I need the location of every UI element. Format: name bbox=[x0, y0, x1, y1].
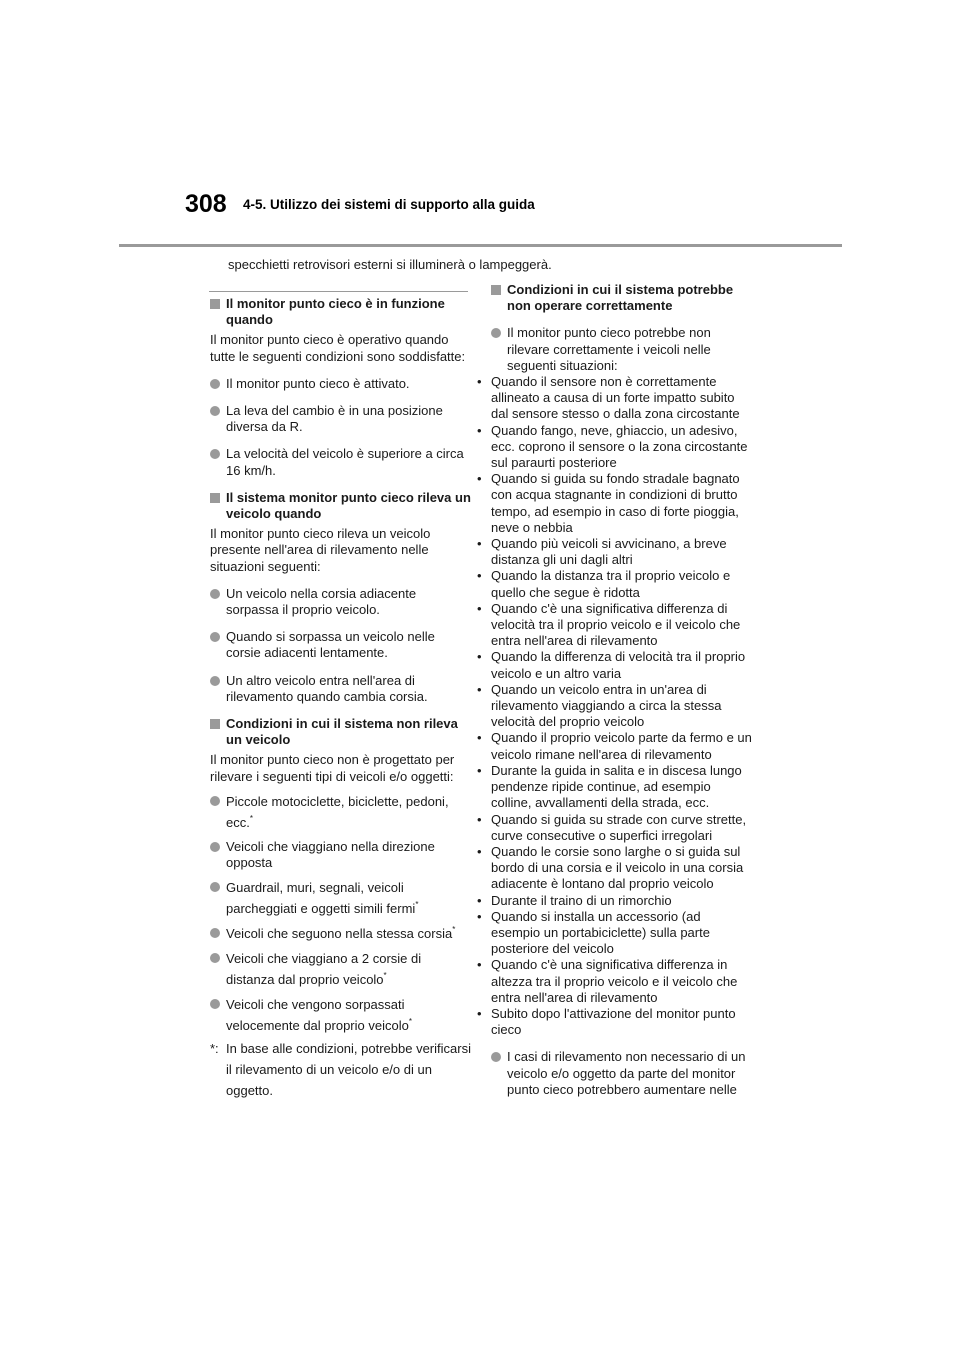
asterisk-mark: * bbox=[249, 813, 253, 823]
list-item: • Quando la differenza di velocità tra il proprio veicolo e un altro varia bbox=[475, 649, 753, 681]
bullet-item: La leva del cambio è in una posizione diversa da R. bbox=[210, 403, 472, 435]
bullet-text: Piccole motociclette, biciclette, pedoni, ecc. bbox=[226, 793, 449, 830]
list-item: • Quando più veicoli si avvicinano, a breve distanza gli uni dagli altri bbox=[475, 536, 753, 568]
bullet-text: Veicoli che viaggiano a 2 corsie di distanza dal proprio veicolo bbox=[226, 951, 422, 988]
bullet-item bbox=[210, 948, 472, 990]
bullet-item: Quando si sorpassa un veicolo nelle corsie adiacenti lentamente. bbox=[210, 629, 472, 661]
list-item: • Durante il traino di un rimorchio bbox=[475, 893, 753, 909]
bullet-text: Veicoli che vengono sorpassati velocemente dal proprio veicolo bbox=[226, 997, 409, 1034]
right-column bbox=[491, 282, 753, 1098]
list-item: • Quando c'è una significativa differenza di velocità tra il proprio veicolo e il veicolo che entra nell'area di rilevamento bbox=[475, 601, 753, 650]
bullet-item bbox=[491, 325, 753, 374]
footnote-mark: *: bbox=[210, 1041, 219, 1057]
bullet-text: Il monitor punto cieco potrebbe non rilevare correttamente i veicoli nelle seguenti situazioni: bbox=[507, 325, 711, 373]
paragraph: Il monitor punto cieco non è progettato per rilevare i seguenti tipi di veicoli e/o oggetti: bbox=[210, 752, 455, 784]
bullet-text: Guardrail, muri, segnali, veicoli parcheggiati e oggetti simili fermi bbox=[226, 880, 416, 917]
section-heading: Il monitor punto cieco è in funzione quando bbox=[210, 296, 472, 328]
bullet-item bbox=[210, 923, 472, 944]
bullet-item: Il monitor punto cieco è attivato. bbox=[210, 376, 472, 392]
left-column bbox=[210, 296, 472, 1101]
bullet-item: I casi di rilevamento non necessario di un veicolo e/o oggetto da parte del monitor punto cieco potrebbero aumentare nelle bbox=[491, 1049, 753, 1098]
list-item: • Quando la distanza tra il proprio veicolo e quello che segue è ridotta bbox=[475, 568, 753, 600]
asterisk-mark: * bbox=[415, 900, 419, 910]
list-item: • Quando si installa un accessorio (ad esempio un portabiciclette) sulla parte posteriore del veicolo bbox=[475, 909, 753, 958]
list-item: • Quando il sensore non è correttamente allineato a causa di un forte impatto subito dal sensore stesso o dalla zona circostante bbox=[475, 374, 753, 423]
bullet-text: Veicoli che seguono nella stessa corsia bbox=[226, 926, 453, 942]
list-item: • Quando fango, neve, ghiaccio, un adesivo, ecc. coprono il sensore o la zona circostante sul paraurti posteriore bbox=[475, 423, 753, 472]
list-item: • Quando il proprio veicolo parte da fermo e un veicolo rimane nell'area di rilevamento bbox=[475, 730, 753, 762]
intro-text: specchietti retrovisori esterni si illuminerà o lampeggerà. bbox=[228, 257, 552, 272]
section-heading: Il sistema monitor punto cieco rileva un veicolo quando bbox=[210, 490, 472, 522]
asterisk-mark: * bbox=[408, 1017, 412, 1027]
asterisk-mark: * bbox=[383, 971, 387, 981]
chapter-title: 4-5. Utilizzo dei sistemi di supporto alla guida bbox=[243, 197, 535, 212]
page-number: 308 bbox=[185, 190, 227, 218]
condition-list bbox=[475, 374, 753, 1038]
paragraph: Il monitor punto cieco rileva un veicolo presente nell'area di rilevamento nelle situazioni seguenti: bbox=[210, 526, 431, 574]
section-divider bbox=[209, 291, 468, 292]
bullet-item bbox=[210, 877, 472, 919]
list-item: • Quando le corsie sono larghe o si guida sul bordo di una corsia e il veicolo in una corsia adiacente è lontano dal proprio veicolo bbox=[475, 844, 753, 893]
section-heading: Condizioni in cui il sistema non rileva un veicolo bbox=[210, 716, 472, 748]
list-item: • Quando si guida su strade con curve strette, curve consecutive o superfici irregolari bbox=[475, 812, 753, 844]
paragraph: Il monitor punto cieco è operativo quando tutte le seguenti condizioni sono soddisfatte: bbox=[210, 332, 466, 364]
footnote-text: In base alle condizioni, potrebbe verificarsi il rilevamento di un veicolo e/o di un oggetto. bbox=[226, 1041, 471, 1099]
list-item: • Quando un veicolo entra in un'area di rilevamento viaggiando a circa la stessa velocità del proprio veicolo bbox=[475, 682, 753, 731]
list-item: • Durante la guida in salita e in discesa lungo pendenze ripide continue, ad esempio colline, avvallamenti della strada, ecc. bbox=[475, 763, 753, 812]
bullet-item bbox=[210, 791, 472, 833]
footnote bbox=[210, 1038, 472, 1101]
asterisk-mark: * bbox=[452, 925, 456, 935]
header-divider bbox=[119, 244, 842, 247]
section-heading: Condizioni in cui il sistema potrebbe non operare correttamente bbox=[491, 282, 753, 314]
bullet-item bbox=[210, 994, 472, 1036]
bullet-item: Un altro veicolo entra nell'area di rilevamento quando cambia corsia. bbox=[210, 673, 472, 705]
list-item: • Quando c'è una significativa differenza in altezza tra il proprio veicolo e il veicolo che entra nell'area di rilevamento bbox=[475, 957, 753, 1006]
list-item: • Quando si guida su fondo stradale bagnato con acqua stagnante in condizioni di brutto tempo, ad esempio in caso di forte pioggia, neve o nebbia bbox=[475, 471, 753, 536]
bullet-item: Veicoli che viaggiano nella direzione opposta bbox=[210, 839, 472, 871]
bullet-item: Un veicolo nella corsia adiacente sorpassa il proprio veicolo. bbox=[210, 586, 472, 618]
bullet-item: La velocità del veicolo è superiore a circa 16 km/h. bbox=[210, 446, 472, 478]
list-item: • Subito dopo l'attivazione del monitor punto cieco bbox=[475, 1006, 753, 1038]
